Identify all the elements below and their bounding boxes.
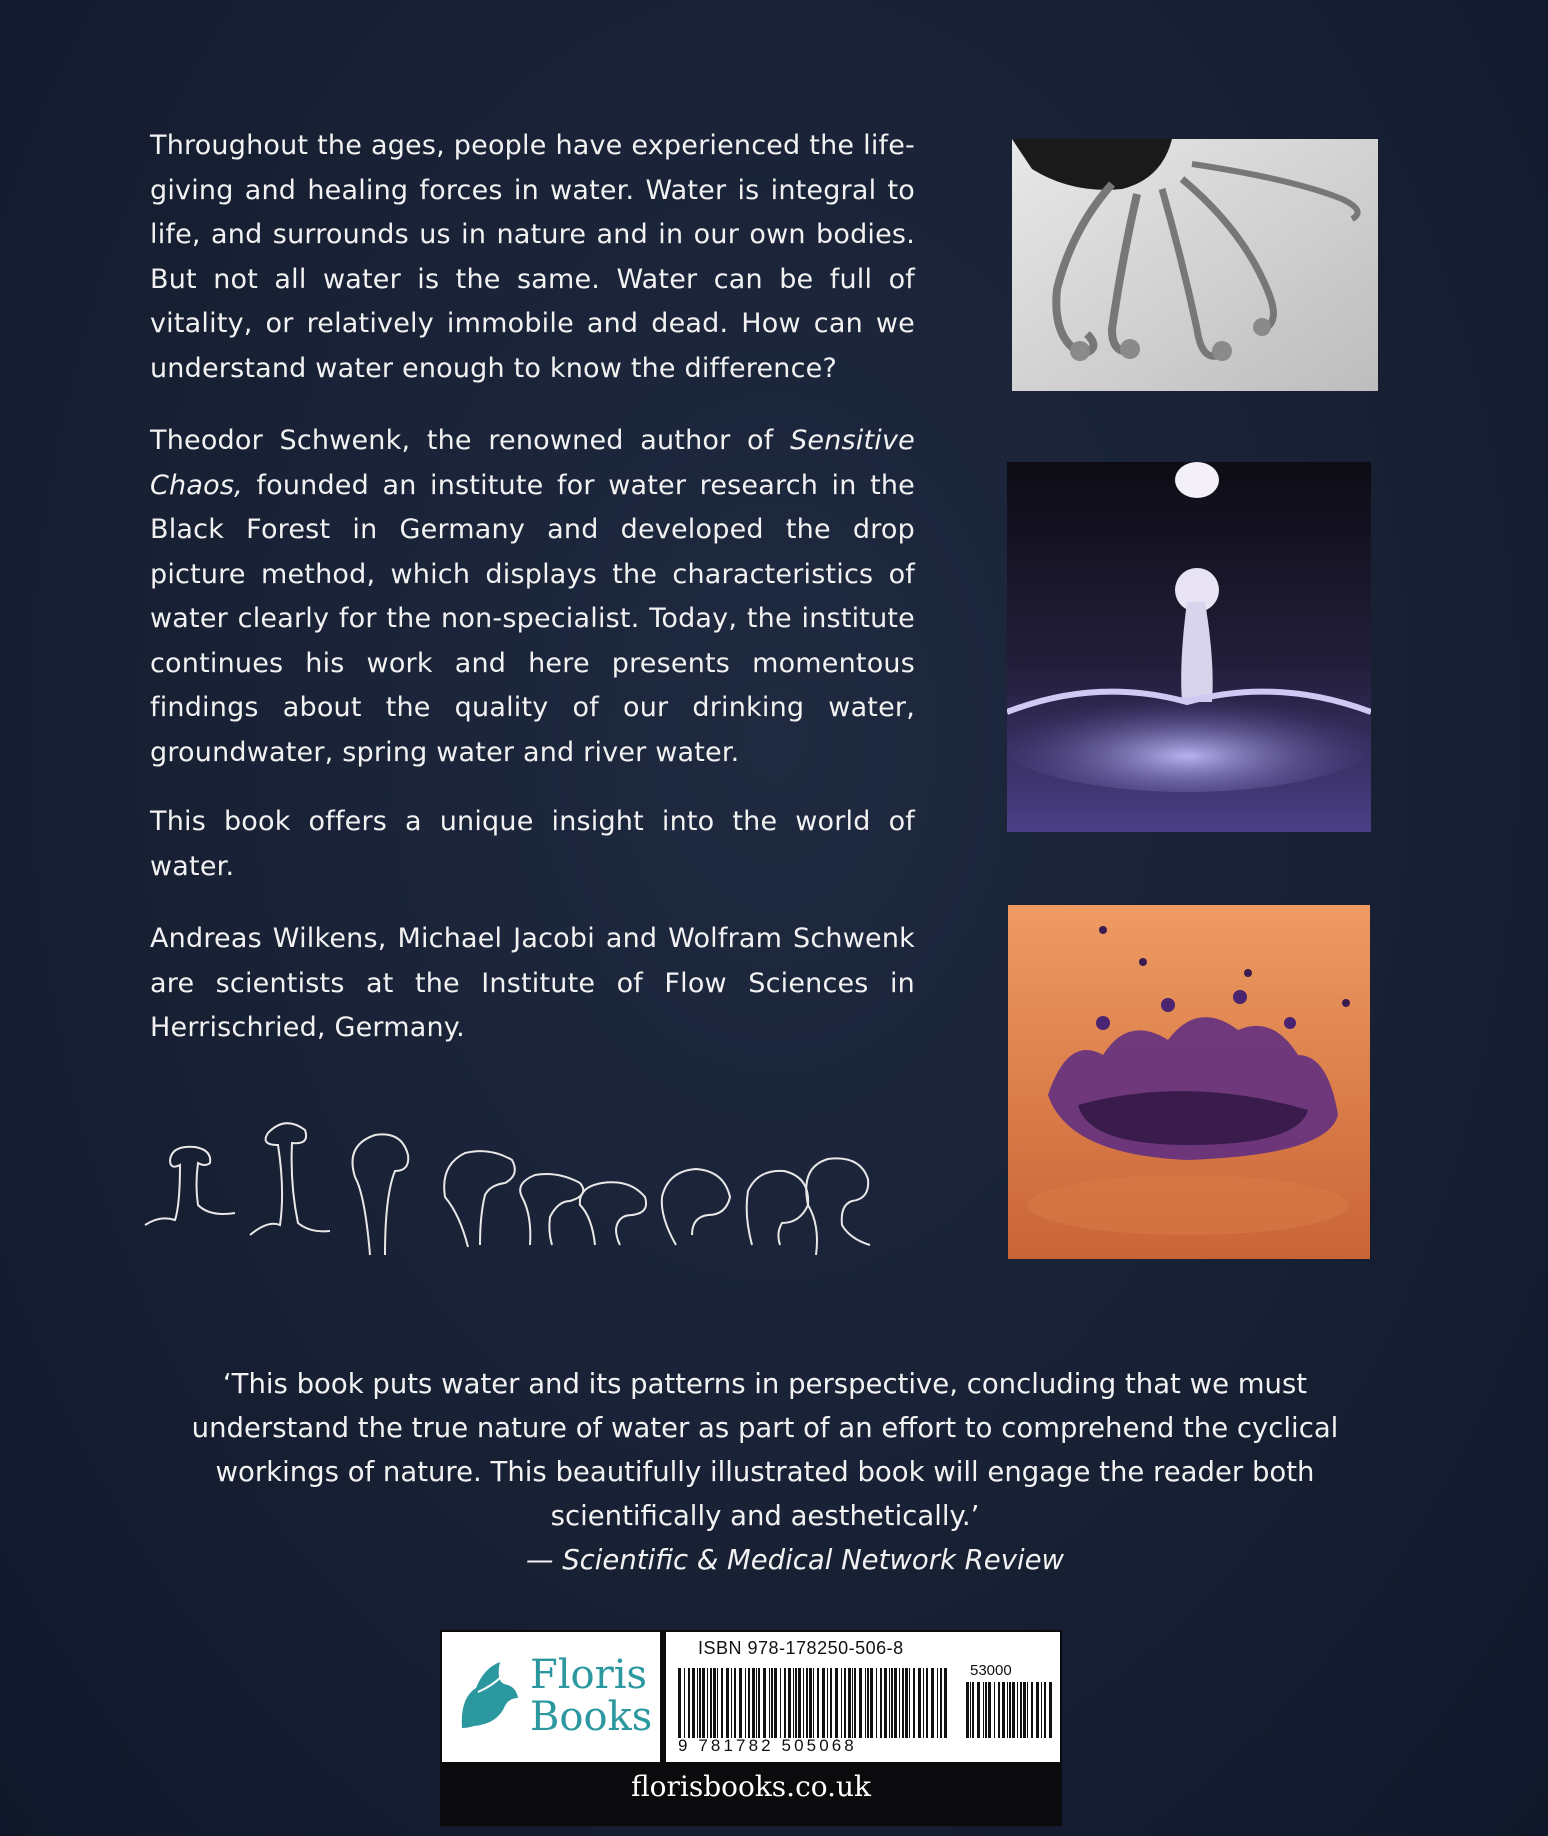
barcode-digits: 9 781782 505068	[678, 1736, 857, 1755]
authors-note: Andreas Wilkens, Michael Jacobi and Wolfram Schwenk are scientists at the Institute of Flow Sciences in Herrischried, Germany.	[150, 923, 915, 1043]
publisher-name: Floris Books	[530, 1652, 653, 1740]
barcode-bars	[678, 1668, 948, 1738]
crown-splash-photo-orange	[1008, 905, 1370, 1259]
price-code: 53000	[970, 1662, 1012, 1679]
review-quote-text: ‘This book puts water and its patterns in perspective, concluding that we must understand the true nature of water as part of an effort to comprehend the cyclical workings of nature. This beautifully illustrated book will engage the reader both scientifically and aesthetically.’	[191, 1368, 1339, 1532]
paragraph-2-end: founded an institute for water research in the Black Forest in Germany and developed the drop picture method, which displays the characteristics of water clearly for the non-specialist. Today, the institute continues his work and here presents momentous findings about the quality of our drinking water, groundwater, spring water and river water.	[150, 469, 915, 768]
publisher-logo-box	[442, 1632, 660, 1762]
description-paragraph-3: This book offers a unique insight into the world of water.	[150, 806, 915, 882]
isbn-barcode-box	[666, 1632, 1060, 1762]
isbn-number: ISBN 978-178250-506-8	[698, 1638, 904, 1658]
publisher-website[interactable]: florisbooks.co.uk	[630, 1770, 872, 1803]
drop-pattern-sketches	[140, 1105, 900, 1265]
description-paragraph-2	[150, 419, 915, 775]
review-source: — Scientific & Medical Network Review	[525, 1544, 1065, 1576]
review-quote	[150, 1362, 1380, 1582]
book-title-sensitive-chaos: Sensitive Chaos,	[150, 425, 915, 501]
dove-icon	[456, 1658, 520, 1738]
description-paragraph-1: Throughout the ages, people have experienced the life-giving and healing forces in water. Water is integral to life, and surrounds us in nature and in our own bodies. But not all water is the same. Water can be full of vitality, or relatively immobile and dead. How can we understand water enough to know the difference?	[150, 130, 915, 384]
drop-photo-blue	[1007, 462, 1371, 832]
splash-photo-grey	[1012, 139, 1378, 391]
paragraph-2-start: Theodor Schwenk, the renowned author of	[150, 425, 791, 456]
barcode-addon-bars	[966, 1682, 1054, 1738]
